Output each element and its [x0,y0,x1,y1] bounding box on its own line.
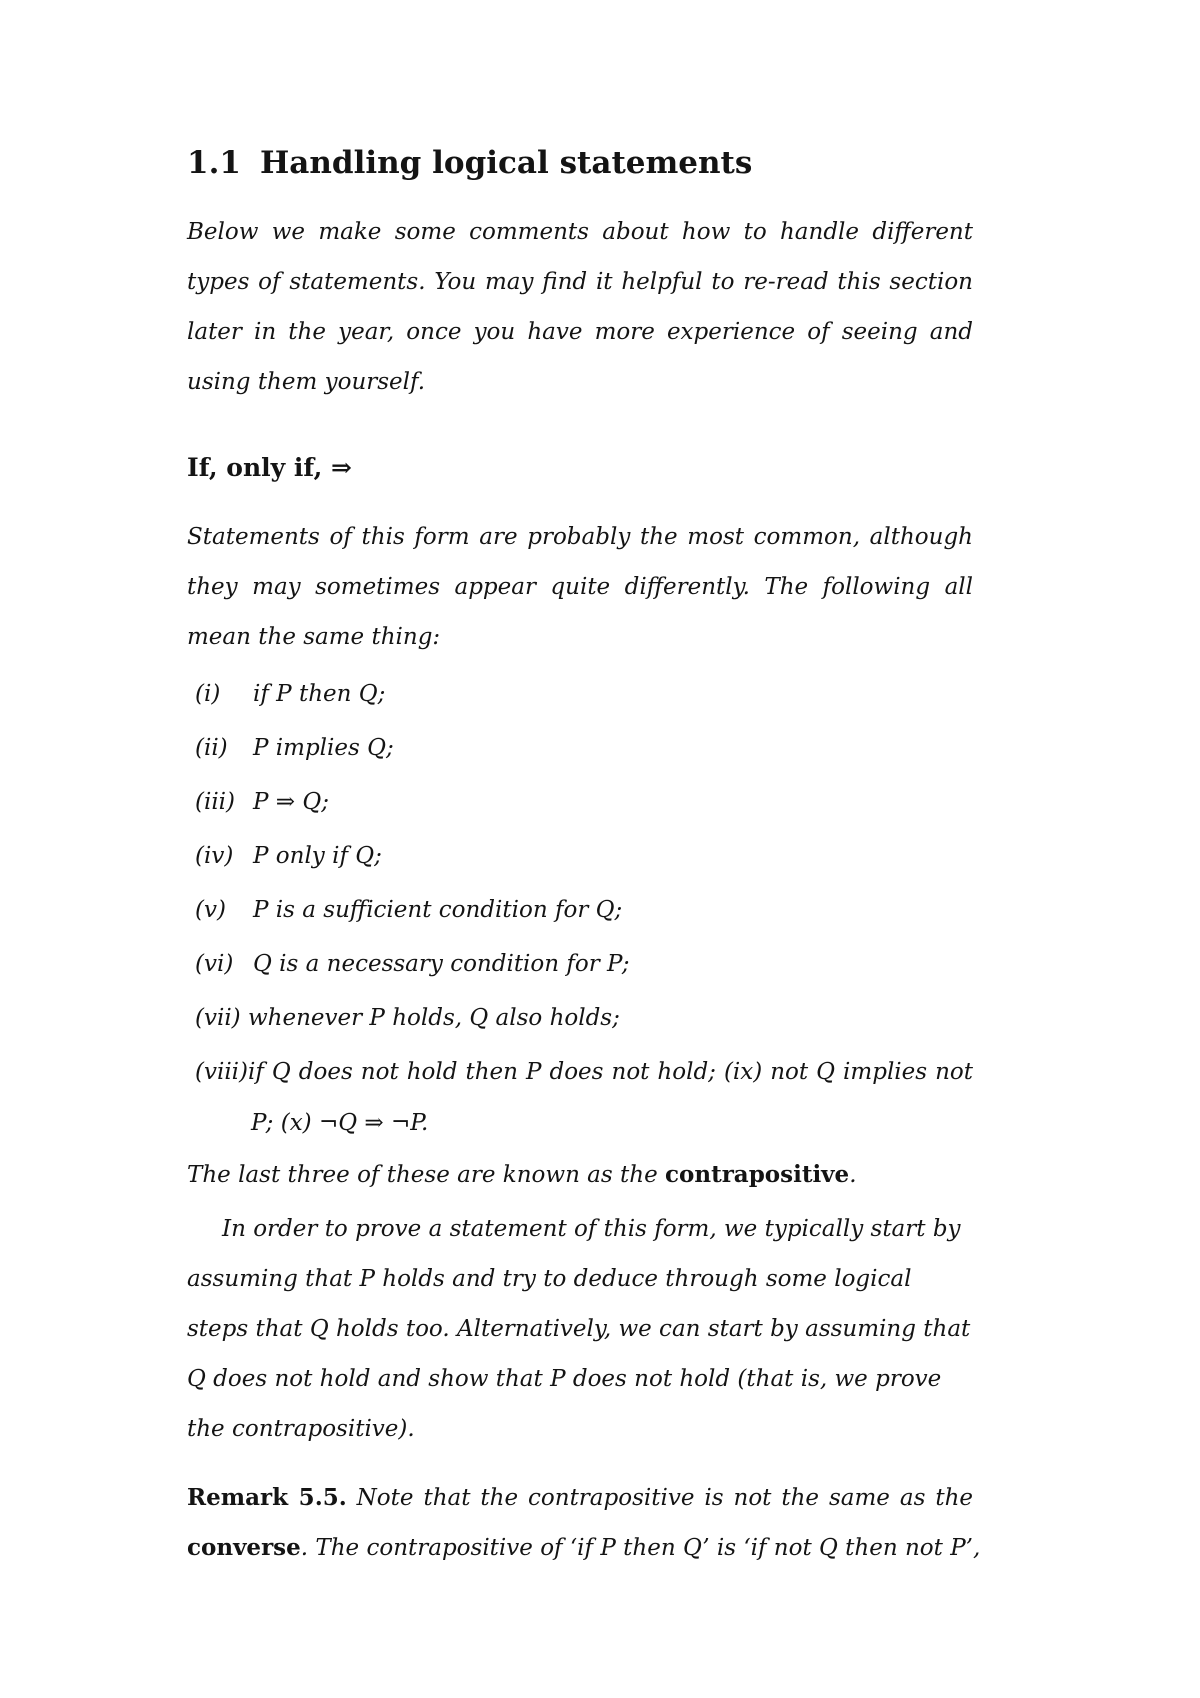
contrapositive-end: . [849,1162,857,1188]
list-item-label: (ii) [195,735,228,761]
list-item-text: Q is a necessary condition for P; [253,951,630,977]
list-item-label: (i) [195,681,221,707]
statements-line: Statements of this form are probably the most common, although [187,524,973,550]
proof-line: assuming that P holds and try to deduce through some logical [187,1266,912,1292]
remark-text: Note that the contrapositive is not the same as the [356,1485,974,1511]
proof-line: Q does not hold and show that P does not hold (that is, we prove [187,1366,942,1392]
intro-line: types of statements. You may find it helpful to re-read this section [187,269,973,295]
list-item-viii-line: (viii)if Q does not hold then P does not hold; (ix) not Q implies not [195,1059,973,1085]
statements-line: they may sometimes appear quite differently. The following all [187,574,973,600]
intro-paragraph [187,207,973,407]
remark-paragraph [187,1473,981,1573]
remark-line-2 [187,1523,981,1573]
contrapositive-sentence [187,1150,973,1200]
list-item [195,667,629,721]
remark-line-1 [187,1473,973,1523]
list-item [195,829,629,883]
converse-term: converse [187,1534,301,1561]
contrapositive-term: contrapositive [665,1161,850,1188]
intro-line: using them yourself. [187,369,426,395]
list-item-text: whenever P holds, Q also holds; [247,1005,620,1031]
list-item-text: P is a sufficient condition for Q; [253,897,623,923]
intro-line: Below we make some comments about how to handle different [187,219,973,245]
proof-line: steps that Q holds too. Alternatively, we can start by assuming that [187,1316,971,1342]
list-item-label: (iii) [195,789,236,815]
statements-paragraph [187,512,973,662]
list-item [195,721,629,775]
list-item-text: P implies Q; [253,735,394,761]
list-item-label: (v) [195,897,226,923]
list-item [195,937,629,991]
equivalent-forms-list [195,667,629,1045]
list-item-text: if P then Q; [253,681,386,707]
list-item-text: P only if Q; [253,843,382,869]
section-title: Handling logical statements [260,145,753,181]
remark-text-2: . The contrapositive of ‘if P then Q’ is ‘if not Q then not P’, [300,1535,981,1561]
proof-paragraph [187,1204,973,1454]
list-item [195,775,629,829]
list-item-text: P ⇒ Q; [253,789,329,815]
list-item [195,991,629,1045]
remark-label: Remark 5.5. [187,1484,347,1511]
list-item-label: (iv) [195,843,234,869]
contrapositive-text: The last three of these are known as the [187,1162,665,1188]
section-number: 1.1 [187,145,241,181]
list-item-label: (vii) [195,1005,241,1031]
list-item-x-line: P; (x) ¬Q ⇒ ¬P. [251,1110,429,1136]
proof-line: the contrapositive). [187,1416,415,1442]
proof-line: In order to prove a statement of this form, we typically start by [222,1216,961,1242]
statements-line: mean the same thing: [187,624,441,650]
subheading-if-only-if: If, only if, ⇒ [187,453,352,482]
intro-line: later in the year, once you have more experience of seeing and [187,319,973,345]
section-heading [187,140,752,186]
list-item-label: (vi) [195,951,234,977]
list-item [195,883,629,937]
